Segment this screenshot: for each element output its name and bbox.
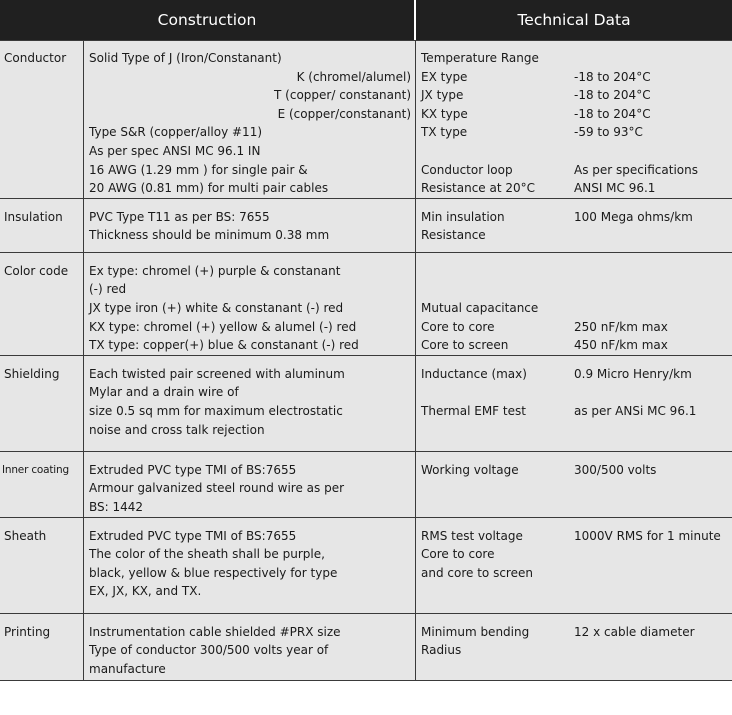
construction-line: (-) red: [89, 282, 127, 297]
construction-line: size 0.5 sq mm for maximum electrostatic: [89, 403, 343, 418]
tech-value-cell: [569, 253, 732, 356]
row-color-code: [0, 253, 732, 356]
value-line: 1000V RMS for 1 minute: [574, 528, 721, 543]
construction-line: BS: 1442: [89, 499, 144, 514]
value-line: [574, 49, 728, 68]
construction-line: KX type: chromel (+) yellow & alumel (-) red: [89, 319, 357, 334]
construction-line: Type S&R (copper/alloy #11): [89, 125, 263, 140]
construction-line: Extruded PVC type TMI of BS:7655: [89, 462, 297, 477]
value-line: as per ANSi MC 96.1: [574, 403, 697, 418]
row-label: Color code: [0, 253, 84, 356]
value-line: 250 nF/km max: [574, 319, 668, 334]
construction-line: Ex type: chromel (+) purple & constanant: [89, 263, 341, 278]
construction-line: Extruded PVC type TMI of BS:7655: [89, 528, 297, 543]
construction-line: Thickness should be minimum 0.38 mm: [89, 228, 330, 243]
construction-cell: [84, 452, 416, 518]
construction-line: TX type: copper(+) blue & constanant (-) red: [89, 338, 359, 353]
row-label: Printing: [0, 614, 84, 681]
tech-param-cell: [416, 199, 569, 253]
tech-line: EX type: [421, 69, 468, 84]
tech-value-cell: [569, 199, 732, 253]
row-label: Insulation: [0, 199, 84, 253]
construction-line: Mylar and a drain wire of: [89, 385, 239, 400]
construction-cell: [84, 199, 416, 253]
construction-cell: [84, 356, 416, 452]
value-line: ANSI MC 96.1: [574, 181, 656, 196]
technical-data-header: Technical Data: [416, 0, 732, 40]
tech-value-cell: [569, 356, 732, 452]
construction-line: Type of conductor 300/500 volts year of: [89, 643, 329, 658]
tech-line: RMS test voltage: [421, 528, 523, 543]
row-insulation: [0, 199, 732, 253]
row-printing: [0, 614, 732, 681]
tech-line: Radius: [421, 643, 462, 658]
tech-line: [421, 262, 565, 281]
row-label: Conductor: [0, 40, 84, 199]
tech-line: Minimum bending: [421, 624, 530, 639]
construction-line: Solid Type of J (Iron/Constanant): [89, 51, 282, 65]
row-conductor: [0, 40, 732, 199]
construction-line: Instrumentation cable shielded #PRX size: [89, 624, 341, 639]
tech-value-cell: [569, 518, 732, 614]
value-line: [574, 383, 728, 402]
tech-line: Min insulation: [421, 209, 505, 224]
construction-cell: [84, 40, 416, 199]
row-shielding: [0, 356, 732, 452]
row-sheath: [0, 518, 732, 614]
value-line: -18 to 204°C: [574, 106, 651, 121]
tech-value-cell: [569, 40, 732, 199]
value-line: -18 to 204°C: [574, 88, 651, 103]
tech-line: [421, 280, 565, 299]
tech-line: Inductance (max): [421, 366, 527, 381]
row-label: Shielding: [0, 356, 84, 452]
construction-line: JX type iron (+) white & constanant (-) red: [89, 300, 344, 315]
construction-cell: [84, 253, 416, 356]
tech-line: Conductor loop: [421, 162, 513, 177]
value-line: 300/500 volts: [574, 462, 657, 477]
row-label: Inner coating: [0, 452, 84, 518]
value-line: 12 x cable diameter: [574, 624, 695, 639]
value-line: -59 to 93°C: [574, 125, 643, 140]
tech-param-cell: [416, 356, 569, 452]
value-line: -18 to 204°C: [574, 69, 651, 84]
construction-line: Armour galvanized steel round wire as per: [89, 481, 345, 496]
value-line: 100 Mega ohms/km: [574, 209, 693, 224]
construction-cell: [84, 614, 416, 681]
row-inner-coating: [0, 452, 732, 518]
construction-line: black, yellow & blue respectively for type: [89, 565, 338, 580]
construction-line: T (copper/ constanant): [274, 88, 412, 103]
tech-line: and core to screen: [421, 565, 533, 580]
header-row: [0, 0, 732, 40]
tech-line: Thermal EMF test: [421, 403, 526, 418]
construction-line: K (chromel/alumel): [296, 69, 412, 84]
tech-param-cell: [416, 518, 569, 614]
value-line: [574, 142, 728, 161]
tech-param-cell: [416, 452, 569, 518]
tech-line: TX type: [421, 125, 468, 140]
tech-line: Core to screen: [421, 338, 509, 353]
tech-line: Mutual capacitance: [421, 300, 539, 315]
row-label: Sheath: [0, 518, 84, 614]
value-line: As per specifications: [574, 162, 698, 177]
tech-line: Temperature Range: [421, 51, 539, 65]
value-line: 450 nF/km max: [574, 338, 668, 353]
construction-line: The color of the sheath shall be purple,: [89, 547, 325, 562]
tech-line: Core to core: [421, 319, 495, 334]
construction-line: EX, JX, KX, and TX.: [89, 584, 202, 599]
tech-line: [421, 142, 565, 161]
tech-line: KX type: [421, 106, 468, 121]
construction-header: Construction: [0, 0, 416, 40]
tech-line: Resistance at 20°C: [421, 181, 536, 196]
tech-param-cell: [416, 40, 569, 199]
tech-param-cell: [416, 614, 569, 681]
construction-line: noise and cross talk rejection: [89, 422, 265, 437]
construction-line: As per spec ANSI MC 96.1 IN: [89, 143, 261, 158]
construction-line: 16 AWG (1.29 mm ) for single pair &: [89, 162, 308, 177]
tech-value-cell: [569, 614, 732, 681]
value-line: 0.9 Micro Henry/km: [574, 366, 692, 381]
construction-line: E (copper/constanant): [277, 106, 412, 121]
construction-line: manufacture: [89, 661, 166, 676]
value-line: [574, 299, 728, 318]
tech-line: Core to core: [421, 547, 495, 562]
tech-line: Working voltage: [421, 462, 519, 477]
tech-line: Resistance: [421, 228, 486, 243]
construction-cell: [84, 518, 416, 614]
construction-line: Each twisted pair screened with aluminum: [89, 366, 345, 381]
construction-line: 20 AWG (0.81 mm) for multi pair cables: [89, 181, 329, 196]
tech-line: [421, 383, 565, 402]
tech-value-cell: [569, 452, 732, 518]
construction-line: PVC Type T11 as per BS: 7655: [89, 209, 270, 224]
tech-line: JX type: [421, 88, 464, 103]
value-line: [574, 262, 728, 281]
value-line: [574, 280, 728, 299]
tech-param-cell: [416, 253, 569, 356]
